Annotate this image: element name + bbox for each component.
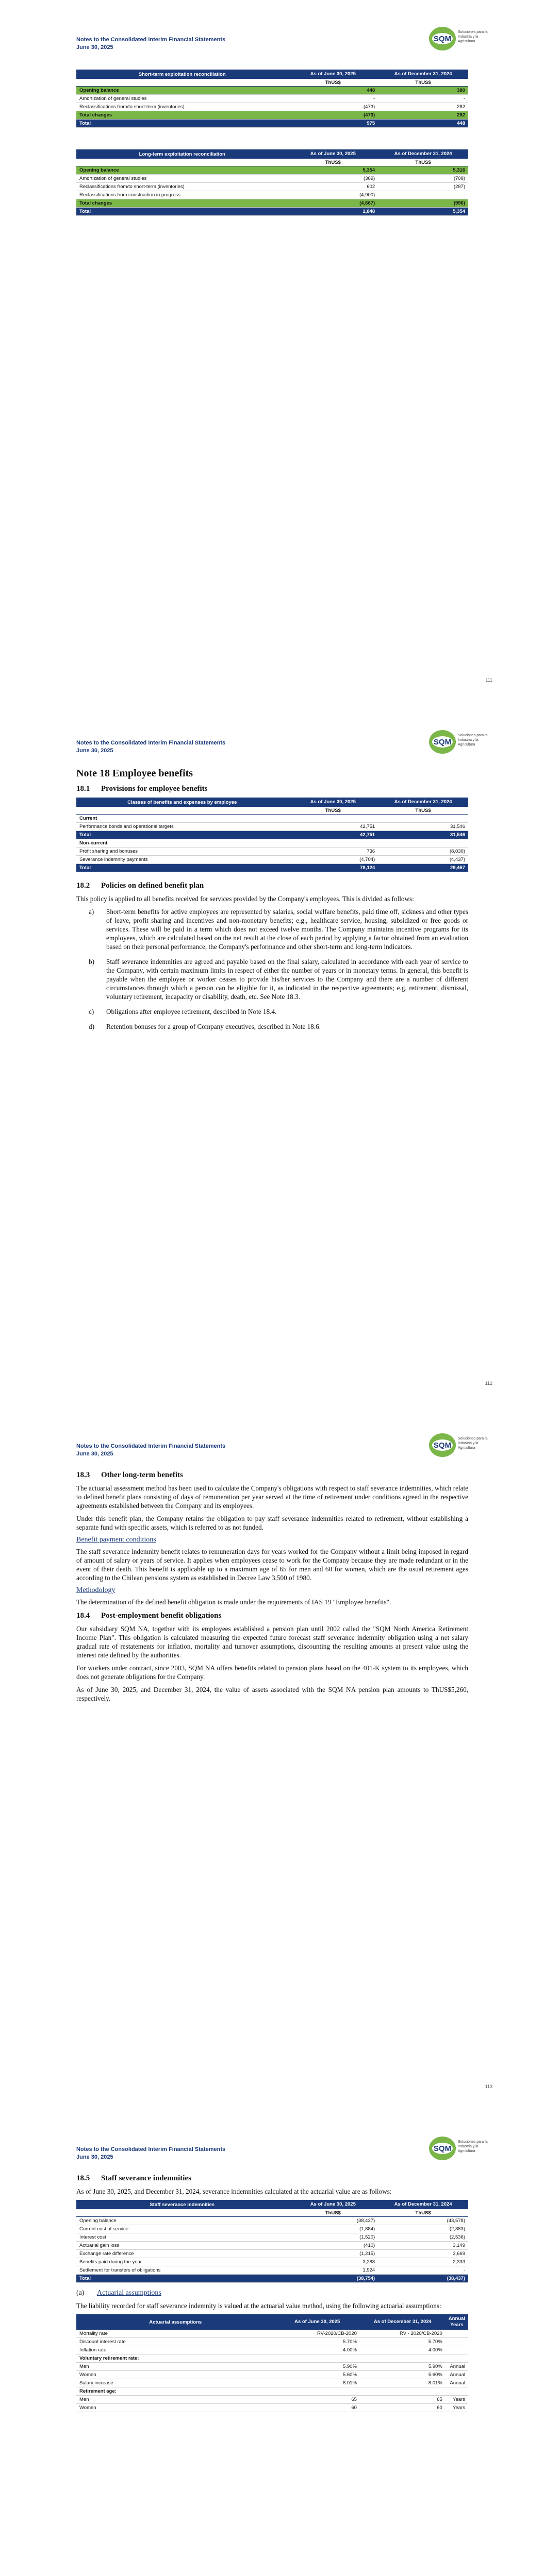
row-value: 975 <box>288 120 378 128</box>
table-row <box>76 2396 468 2404</box>
table-row <box>76 95 468 103</box>
row-value: 60 <box>360 2404 446 2412</box>
row-value: 42,751 <box>288 823 378 831</box>
paragraph: The actuarial assessment method has been used to calculate the Company's obligations with respect to staff severance indemnities, which relate to defined benefit plans consisting of days of remuneration per year served at the time of retirement under conditions agreed in the respective agreements established between the Company and its employees. <box>76 1484 468 1510</box>
row-label: Reclassifications from/to short-term (inventories) <box>76 183 288 191</box>
row-label: Total <box>76 208 288 216</box>
row-value: (38,437) <box>378 2275 468 2283</box>
row-value: 3,669 <box>378 2250 468 2258</box>
row-value: - <box>288 95 378 103</box>
paragraph: As of June 30, 2025, and December 31, 2024, severance indemnities calculated at the actuarial value are as follows: <box>76 2188 392 2195</box>
row-value: 8.01% <box>360 2379 446 2387</box>
row-value: (43,578) <box>378 2217 468 2225</box>
page-number: 111 <box>485 677 492 683</box>
table-row <box>76 2250 468 2258</box>
table-row <box>76 2338 468 2346</box>
row-value: 42,751 <box>288 831 378 839</box>
benefit-payment-conditions-heading: Benefit payment conditions <box>76 1536 156 1544</box>
sqm-logo: SQM Soluciones para la Industria y la Agricultura <box>428 729 487 755</box>
row-value: (4,437) <box>378 856 468 864</box>
row-label: Benefits paid during the year <box>76 2258 288 2266</box>
table-row <box>76 87 468 95</box>
row-value <box>378 839 468 848</box>
benefit-list <box>76 907 468 1031</box>
paragraph: This policy is applied to all benefits received for services provided by the Company's employees. This is divided as follows: <box>76 895 414 903</box>
row-value: (8,030) <box>378 848 468 856</box>
row-value: (410) <box>288 2242 378 2250</box>
table-row <box>76 2346 468 2354</box>
short-term-table-block <box>76 70 468 128</box>
row-label: Men <box>76 2396 274 2404</box>
unit-row <box>76 159 468 166</box>
svg-text:SQM: SQM <box>433 35 452 43</box>
table-row <box>76 2225 468 2233</box>
row-label: Current cost of service <box>76 2225 288 2233</box>
row-value: 2,333 <box>378 2258 468 2266</box>
paragraph: Our subsidiary SQM NA, together with its employees established a pension plan until 2002 called the "SQM North America Retirement Income Plan". This obligation is calculated measuring the expected future forecast staff severance indemnity obligation using a net salary gradual rate of restatements for inflation, mortality and turnover assumptions, discounting the resulting amounts at present value using the interest rate defined by the authorities. <box>76 1625 468 1659</box>
row-value: (4,900) <box>288 191 378 199</box>
row-value: Years <box>446 2396 468 2404</box>
unit-spacer <box>76 2209 288 2217</box>
row-label: Reclassifications from/to short-term (inventories) <box>76 103 288 111</box>
row-value: 736 <box>288 848 378 856</box>
table-title: Staff severance indemnities <box>76 2200 288 2209</box>
actuarial-assumptions-heading: (a) Actuarial assumptions <box>76 2289 161 2297</box>
unit-spacer <box>76 79 288 87</box>
row-value <box>288 839 378 848</box>
methodology-heading: Methodology <box>76 1586 116 1594</box>
table-row <box>76 2363 468 2371</box>
row-value <box>446 2330 468 2338</box>
row-value <box>274 2387 359 2396</box>
unit-row <box>76 79 468 87</box>
unit-row <box>76 807 468 815</box>
unit-label: ThUS$ <box>288 159 378 166</box>
row-value: Annual <box>446 2363 468 2371</box>
row-label: Total <box>76 831 288 839</box>
row-value: (1,215) <box>288 2250 378 2258</box>
row-value: 5,316 <box>378 166 468 175</box>
table-row <box>76 199 468 208</box>
table-row <box>76 2258 468 2266</box>
unit-spacer <box>76 159 288 166</box>
row-value: (473) <box>288 103 378 111</box>
column-header: Annual Years <box>446 2314 468 2330</box>
table-header-row <box>76 2200 468 2209</box>
row-value: 5,354 <box>288 166 378 175</box>
row-value: 8.01% <box>274 2379 359 2387</box>
column-header: As of December 31, 2024 <box>378 149 468 159</box>
row-label: Total changes <box>76 199 288 208</box>
table-row <box>76 848 468 856</box>
list-item <box>76 907 468 951</box>
row-value: 1,848 <box>288 208 378 216</box>
row-label: Women <box>76 2371 274 2379</box>
row-value <box>446 2338 468 2346</box>
row-value: 282 <box>378 111 468 120</box>
paragraph: The staff severance indemnity benefit relates to remuneration days for years worked for the Company without a limit being imposed in regard of amount of salary or years of service. It applies when employees cease to work for the Company because they are made redundant or in the event of their death. This benefit is applicable up to a maximum age of 65 for men and 60 for women, which are the usual retirement ages according to the Chilean pensions system as established in Decree Law 3,500 of 1980. <box>76 1548 468 1582</box>
row-label: Performance bonds and operational targets <box>76 823 288 831</box>
section-18-3-content <box>76 1466 468 1707</box>
note-18-content <box>76 768 468 1037</box>
row-label: Severance indemnity payments <box>76 856 288 864</box>
row-label: Opening balance <box>76 2217 288 2225</box>
row-value: (4,704) <box>288 856 378 864</box>
row-value: 448 <box>288 87 378 95</box>
column-header: As of December 31, 2024 <box>378 798 468 807</box>
row-value: 282 <box>378 103 468 111</box>
row-value: 5.90% <box>274 2363 359 2371</box>
row-value: 380 <box>378 87 468 95</box>
row-label: Discount interest rate <box>76 2338 274 2346</box>
row-value: 5.60% <box>274 2371 359 2379</box>
table-row <box>76 831 468 839</box>
unit-label: ThUS$ <box>378 79 468 87</box>
paragraph: Under this benefit plan, the Company retains the obligation to pay staff severance indemnities related to retirement, without establishing a separate fund with specific assets, which is referred to as not funded. <box>76 1515 468 1531</box>
row-label: Salary increase <box>76 2379 274 2387</box>
column-header: As of June 30, 2025 <box>288 2200 378 2209</box>
svg-text:SQM: SQM <box>433 1441 452 1450</box>
row-value: (4,667) <box>288 199 378 208</box>
table-row <box>76 2330 468 2338</box>
row-value <box>288 815 378 823</box>
actuarial-assumptions-table <box>76 2314 468 2412</box>
row-value <box>360 2387 446 2396</box>
page-113 <box>0 1406 544 2110</box>
paragraph: The liability recorded for staff severance indemnity is valued at the actuarial value method, using the following actuarial assumptions: <box>76 2302 441 2310</box>
page-111 <box>0 0 544 703</box>
row-label: Actuarial gain loss <box>76 2242 288 2250</box>
row-label: Reclassifications from construction in progress <box>76 191 288 199</box>
row-value: - <box>378 191 468 199</box>
table-title: Actuarial assumptions <box>76 2314 274 2330</box>
row-value: 29,467 <box>378 864 468 872</box>
table-row <box>76 823 468 831</box>
sqm-logo-mark <box>428 1432 457 1458</box>
row-label: Exchange rate difference <box>76 2250 288 2258</box>
page-header: Notes to the Consolidated Interim Financial Statements June 30, 2025 <box>76 740 226 754</box>
page-number: 113 <box>485 2084 492 2089</box>
row-value: (473) <box>288 111 378 120</box>
row-value <box>446 2346 468 2354</box>
row-value: 1,924 <box>288 2266 378 2275</box>
row-value: (1,520) <box>288 2233 378 2242</box>
row-value: (2,883) <box>378 2225 468 2233</box>
table-row <box>76 2404 468 2412</box>
list-marker: c) <box>89 1008 94 1015</box>
row-label: Opening balance <box>76 87 288 95</box>
list-marker: d) <box>89 1023 94 1030</box>
row-value <box>446 2354 468 2363</box>
page-112 <box>0 703 544 1406</box>
row-label: Current <box>76 815 288 823</box>
row-value: 5.70% <box>274 2338 359 2346</box>
column-header: As of June 30, 2025 <box>288 70 378 79</box>
page-header: Notes to the Consolidated Interim Financial Statements June 30, 2025 <box>76 2146 226 2160</box>
row-value: (38,437) <box>288 2217 378 2225</box>
table-title: Long-term exploitation reconciliation <box>76 149 288 159</box>
table-row <box>76 2371 468 2379</box>
svg-text:SQM: SQM <box>433 2144 452 2153</box>
unit-label: ThUS$ <box>378 159 468 166</box>
row-value: 5.60% <box>360 2371 446 2379</box>
list-text: Staff severance indemnities are agreed and payable based on the final salary, calculated in accordance with each year of service to the Company, with certain maximum limits in respect of either the number of years or in monetary terms. In general, this benefit is payable when the employee or worker ceases to provide his/her services to the Company and there are a number of different circumstances through which a person can be eligible for it, as indicated in the respective agreements; e.g. retirement, dismissal, voluntary retirement, incapacity or disability, death, etc. See Note 18.3. <box>106 958 468 1001</box>
row-label: Mortality rate <box>76 2330 274 2338</box>
table-header-row <box>76 2314 468 2330</box>
row-label: Total changes <box>76 111 288 120</box>
row-value: Annual <box>446 2379 468 2387</box>
section-18-1-heading: 18.1 Provisions for employee benefits <box>76 785 208 793</box>
row-label: Men <box>76 2363 274 2371</box>
row-label: Inflation rate <box>76 2346 274 2354</box>
table-row <box>76 166 468 175</box>
row-label: Total <box>76 864 288 872</box>
table-row <box>76 2266 468 2275</box>
table-row <box>76 2387 468 2396</box>
row-label: Amortization of general studies <box>76 175 288 183</box>
column-header: As of June 30, 2025 <box>274 2314 359 2330</box>
row-value: 5.70% <box>360 2338 446 2346</box>
row-value: 5,354 <box>378 208 468 216</box>
row-value: 4.00% <box>274 2346 359 2354</box>
row-value: 31,546 <box>378 823 468 831</box>
row-label: Opening balance <box>76 166 288 175</box>
list-text: Short-term benefits for active employees are represented by salaries, social welfare benefits, paid time off, sickness and other types of leave, profit sharing and incentives and non-monetary benefits; e.g., healthcare service, housing, subsidized or free goods or services. These will be paid in a term which does not exceed twelve months. The Company maintains incentive programs for its employees, which are calculated based on the net result at the close of each period by applying a factor obtained from an evaluation based on their personal performance, the Company's performance and other short-term and long-term indicators. <box>106 908 468 951</box>
row-label: Retirement age: <box>76 2387 274 2396</box>
note-title: Note 18 Employee benefits <box>76 768 193 779</box>
row-value: 4.00% <box>360 2346 446 2354</box>
short-term-exploitation-table <box>76 70 468 128</box>
row-value: 78,124 <box>288 864 378 872</box>
table-title: Classes of benefits and expenses by employee <box>76 798 288 807</box>
employee-benefits-table <box>76 798 468 872</box>
table-row <box>76 191 468 199</box>
row-label: Amortization of general studies <box>76 95 288 103</box>
list-item <box>76 957 468 1001</box>
page-header: Notes to the Consolidated Interim Financial Statements June 30, 2025 <box>76 1443 226 1457</box>
unit-label: ThUS$ <box>288 79 378 87</box>
row-value: (996) <box>378 199 468 208</box>
section-18-5-content <box>76 2169 468 2412</box>
unit-label: ThUS$ <box>288 807 378 815</box>
table-title: Short-term exploitation reconciliation <box>76 70 288 79</box>
sqm-logo: SQM Soluciones para la Industria y la Agricultura <box>428 1432 487 1458</box>
column-header: As of June 30, 2025 <box>288 798 378 807</box>
row-label: Total <box>76 2275 288 2283</box>
list-text: Obligations after employee retirement, described in Note 18.4. <box>106 1008 277 1015</box>
unit-row <box>76 2209 468 2217</box>
table-row <box>76 856 468 864</box>
unit-label: ThUS$ <box>288 2209 378 2217</box>
row-value: - <box>378 2266 468 2275</box>
row-value: (709) <box>378 175 468 183</box>
table-row <box>76 839 468 848</box>
page-number: 112 <box>485 1381 492 1386</box>
list-text: Retention bonuses for a group of Company executives, described in Note 18.6. <box>106 1023 321 1030</box>
unit-spacer <box>76 807 288 815</box>
row-value: - <box>378 95 468 103</box>
row-value: (287) <box>378 183 468 191</box>
row-value: 5.90% <box>360 2363 446 2371</box>
section-18-3-heading: 18.3 Other long-term benefits <box>76 1471 183 1479</box>
table-header-row <box>76 70 468 79</box>
row-label: Profit sharing and bonuses <box>76 848 288 856</box>
section-18-5-heading: 18.5 Staff severance indemnities <box>76 2174 191 2182</box>
table-row <box>76 864 468 872</box>
unit-label: ThUS$ <box>378 807 468 815</box>
row-value: Years <box>446 2404 468 2412</box>
sqm-logo: SQM Soluciones para la Industria y la Agricultura <box>428 26 487 52</box>
table-row <box>76 2275 468 2283</box>
sqm-logo-mark <box>428 729 457 755</box>
sqm-logo: SQM Soluciones para la Industria y la Agricultura <box>428 2136 487 2161</box>
list-item <box>76 1007 468 1016</box>
row-value: (38,754) <box>288 2275 378 2283</box>
row-value: 65 <box>274 2396 359 2404</box>
row-value: 3,149 <box>378 2242 468 2250</box>
table-row <box>76 2217 468 2225</box>
table-row <box>76 2233 468 2242</box>
table-row <box>76 175 468 183</box>
column-header: As of December 31, 2024 <box>378 2200 468 2209</box>
row-value: 3,288 <box>288 2258 378 2266</box>
row-value <box>360 2354 446 2363</box>
unit-label: ThUS$ <box>378 2209 468 2217</box>
section-18-4-heading: 18.4 Post-employment benefit obligations <box>76 1612 222 1620</box>
table-row <box>76 2354 468 2363</box>
table-header-row <box>76 149 468 159</box>
row-label: Interest cost <box>76 2233 288 2242</box>
paragraph: The determination of the defined benefit obligation is made under the requirements of IAS 19 "Employee benefits". <box>76 1598 391 1606</box>
row-value: 31,546 <box>378 831 468 839</box>
staff-severance-table <box>76 2200 468 2283</box>
row-value: Annual <box>446 2371 468 2379</box>
row-value: 448 <box>378 120 468 128</box>
sqm-logo-mark <box>428 26 457 52</box>
table-row <box>76 120 468 128</box>
row-label: Voluntary retirement rate: <box>76 2354 274 2363</box>
row-label: Non-current <box>76 839 288 848</box>
row-label: Women <box>76 2404 274 2412</box>
list-marker: b) <box>89 958 94 965</box>
svg-text:SQM: SQM <box>433 738 452 747</box>
paragraph: As of June 30, 2025, and December 31, 2024, the value of assets associated with the SQM NA pension plan amounts to ThUS$5,260, respectively. <box>76 1686 468 1702</box>
table-row <box>76 815 468 823</box>
table-header-row <box>76 798 468 807</box>
row-value: RV-2020/CB-2020 <box>274 2330 359 2338</box>
list-marker: a) <box>89 908 94 916</box>
column-header: As of December 31, 2024 <box>378 70 468 79</box>
table-row <box>76 2379 468 2387</box>
paragraph: For workers under contract, since 2003, SQM NA offers benefits related to pension plans based on the 401-K system to its employees, which does not generate obligations for the Company. <box>76 1664 468 1681</box>
row-value: (369) <box>288 175 378 183</box>
column-header: As of June 30, 2025 <box>288 149 378 159</box>
page-header: Notes to the Consolidated Interim Financial Statements June 30, 2025 <box>76 37 226 50</box>
table-row <box>76 2242 468 2250</box>
row-value: (1,884) <box>288 2225 378 2233</box>
long-term-table-block <box>76 149 468 216</box>
row-label: Settlement for transfers of obligations <box>76 2266 288 2275</box>
row-value <box>378 815 468 823</box>
section-18-2-heading: 18.2 Policies on defined benefit plan <box>76 882 204 890</box>
table-row <box>76 208 468 216</box>
table-row <box>76 183 468 191</box>
table-row <box>76 103 468 111</box>
row-value: 65 <box>360 2396 446 2404</box>
row-value: 60 <box>274 2404 359 2412</box>
table-row <box>76 111 468 120</box>
row-value: RV - 2020/CB-2020 <box>360 2330 446 2338</box>
row-label: Total <box>76 120 288 128</box>
row-value: 602 <box>288 183 378 191</box>
page-114 <box>0 2110 544 2576</box>
column-header: As of December 31, 2024 <box>360 2314 446 2330</box>
sqm-logo-mark <box>428 2136 457 2161</box>
list-item <box>76 1022 468 1031</box>
long-term-exploitation-table <box>76 149 468 216</box>
row-value <box>446 2387 468 2396</box>
row-value <box>274 2354 359 2363</box>
row-value: (2,536) <box>378 2233 468 2242</box>
